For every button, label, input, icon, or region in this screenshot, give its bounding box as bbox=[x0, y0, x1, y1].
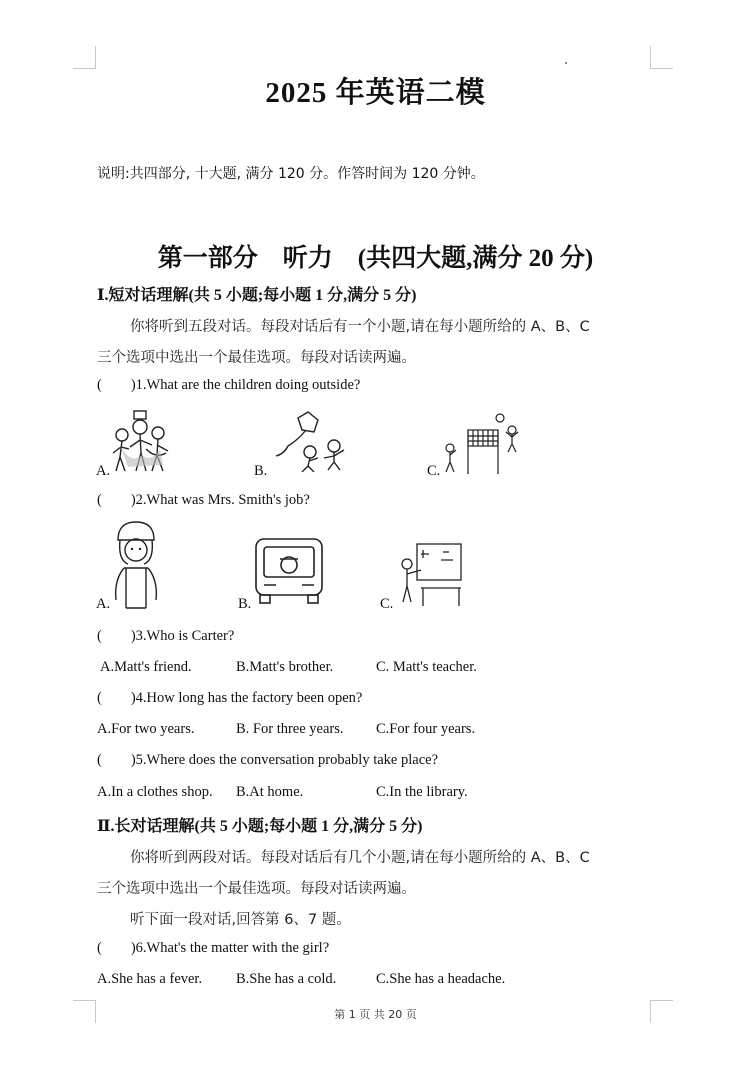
nurse-illustration bbox=[110, 520, 162, 610]
question-stem: ( )4.How long has the factory been open? bbox=[97, 690, 363, 706]
speck bbox=[565, 62, 567, 64]
page-footer: 第 1 页 共 20 页 bbox=[334, 1008, 417, 1021]
instruction-line: 你将听到五段对话。每段对话后有一个小题,请在每小题所给的 A、B、C bbox=[130, 319, 590, 335]
volleyball-illustration bbox=[440, 412, 526, 476]
option-c: C.She has a headache. bbox=[376, 971, 506, 987]
option-a-label: A. bbox=[96, 463, 111, 479]
option-b: B. For three years. bbox=[236, 721, 344, 737]
option-c: C.In the library. bbox=[376, 784, 468, 800]
question-stem: ( )2.What was Mrs. Smith's job? bbox=[97, 492, 310, 508]
option-b: B.At home. bbox=[236, 784, 304, 800]
question-stem: ( )5.Where does the conversation probably take place? bbox=[97, 752, 439, 768]
option-a: A.For two years. bbox=[97, 721, 195, 737]
page-title: 2025 年英语二模 bbox=[265, 77, 486, 109]
section-heading-2: Ⅱ.长对话理解(共 5 小题;每小题 1 分,满分 5 分) bbox=[97, 818, 423, 835]
instruction-line: 三个选项中选出一个最佳选项。每段对话读两遍。 bbox=[97, 350, 416, 366]
option-c-label: C. bbox=[380, 596, 394, 612]
option-b-label: B. bbox=[254, 463, 268, 479]
option-a: A.In a clothes shop. bbox=[97, 784, 213, 800]
question-stem: ( )3.Who is Carter? bbox=[97, 628, 235, 644]
option-b: B.She has a cold. bbox=[236, 971, 337, 987]
option-b-label: B. bbox=[238, 596, 252, 612]
exam-note: 说明:共四部分, 十大题, 满分 120 分。作答时间为 120 分钟。 bbox=[97, 166, 485, 182]
option-b: B.Matt's brother. bbox=[236, 659, 334, 675]
option-c: C. Matt's teacher. bbox=[376, 659, 477, 675]
crop-mark-top-right bbox=[650, 46, 673, 69]
question-stem: ( )6.What's the matter with the girl? bbox=[97, 940, 330, 956]
instruction-line: 三个选项中选出一个最佳选项。每段对话读两遍。 bbox=[97, 881, 416, 897]
teacher-illustration bbox=[393, 540, 463, 608]
children-playing-together-illustration bbox=[108, 405, 178, 477]
option-a: A.She has a fever. bbox=[97, 971, 203, 987]
option-c-label: C. bbox=[427, 463, 441, 479]
instruction-line: 你将听到两段对话。每段对话后有几个小题,请在每小题所给的 A、B、C bbox=[130, 850, 590, 866]
crop-mark-top-left bbox=[73, 46, 96, 69]
section-heading-1: Ⅰ.短对话理解(共 5 小题;每小题 1 分,满分 5 分) bbox=[97, 287, 417, 304]
question-stem: ( )1.What are the children doing outside? bbox=[97, 377, 361, 393]
bus-driver-illustration bbox=[252, 535, 326, 607]
option-c: C.For four years. bbox=[376, 721, 476, 737]
flying-kite-illustration bbox=[268, 410, 352, 472]
option-a: A.Matt's friend. bbox=[100, 659, 192, 675]
option-a-label: A. bbox=[96, 596, 111, 612]
instruction-line: 听下面一段对话,回答第 6、7 题。 bbox=[130, 912, 351, 928]
part-heading: 第一部分 听力 (共四大题,满分 20 分) bbox=[157, 245, 594, 272]
